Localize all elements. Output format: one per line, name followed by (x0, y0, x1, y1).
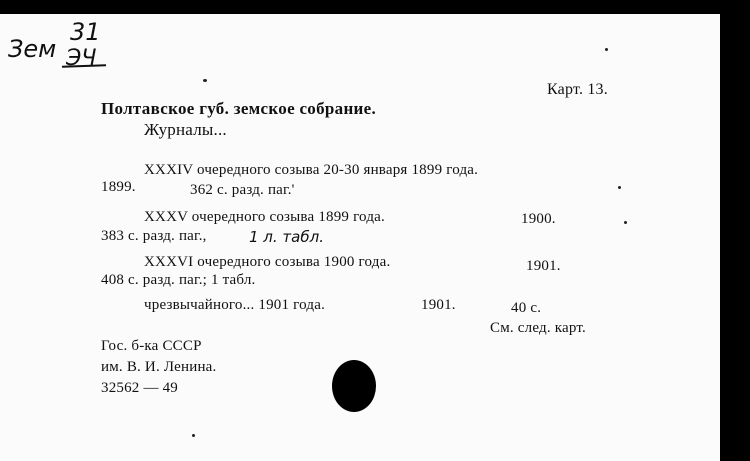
entry-4-year: 1901. (421, 297, 456, 313)
punch-hole (332, 360, 376, 412)
subheading: Журналы... (144, 120, 227, 139)
catalog-card (0, 14, 720, 461)
entry-3-pages: 408 с. разд. паг.; 1 табл. (101, 272, 256, 288)
entry-1-year: 1899. (101, 179, 136, 195)
library-line-1: Гос. б-ка СССР (101, 338, 202, 354)
entry-3-title: XXXVI очередного созыва 1900 года. (144, 254, 391, 270)
entry-4-pages: 40 с. (511, 300, 542, 316)
handwritten-shelf-numerator: 31 (70, 18, 101, 46)
handwritten-shelf-denominator: ЭЧ (66, 46, 97, 71)
handwritten-table-note: 1 л. табл. (249, 228, 324, 246)
entry-2-year: 1900. (521, 211, 556, 227)
ink-speck (605, 48, 608, 51)
ink-speck (203, 79, 207, 82)
handwritten-shelf-code: Зем (8, 35, 57, 63)
library-line-3: 32562 — 49 (101, 380, 178, 396)
entry-2-title: XXXV очередного созыва 1899 года. (144, 209, 385, 225)
entry-3-year: 1901. (526, 258, 561, 274)
entry-1-pages: 362 с. разд. паг.' (190, 182, 295, 198)
ink-speck (618, 186, 621, 189)
heading: Полтавское губ. земское собрание. (101, 99, 377, 118)
entry-4-title: чрезвычайного... 1901 года. (144, 297, 326, 313)
see-next-card: См. след. карт. (490, 320, 586, 336)
ink-speck (624, 221, 627, 224)
entry-1-title: XXXIV очередного созыва 20-30 января 1899 года. (144, 162, 479, 178)
library-line-2: им. В. И. Ленина. (101, 359, 217, 375)
ink-speck (192, 434, 195, 437)
card-number: Карт. 13. (547, 81, 608, 98)
entry-2-pages: 383 с. разд. паг., (101, 228, 207, 244)
